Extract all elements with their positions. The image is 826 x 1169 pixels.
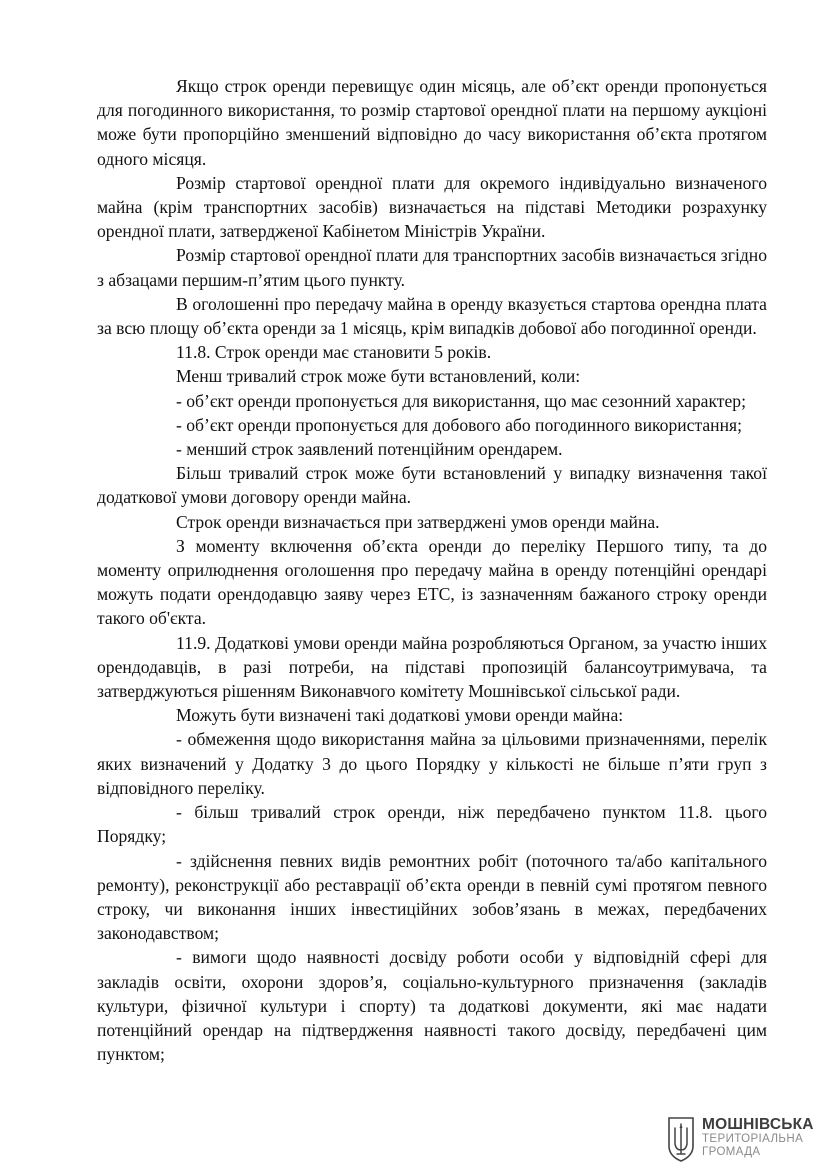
document-body [97,74,767,1066]
logo-subtitle-2: ГРОМАДА [702,1146,761,1158]
community-logo [666,1114,816,1164]
list-item: - менший строк заявлений потенційним орендарем. [176,439,563,460]
list-item: - вимоги щодо наявності досвіду роботи особи у відповідній сфері для закладів освіти, охорони здоров’я, соціально-культурного призначення (закладів культури, фізичної культури і спорту) та додаткові документи, які має надати потенційний орендар на підтвердження наявності такого досвіду, передбачені цим пунктом; [97,947,767,1065]
paragraph: З моменту включення об’єкта оренди до переліку Першого типу, та до моменту оприлюднення оголошення про передачу майна в оренду потенційні орендарі можуть подати орендодавцю заяву через ЕТС, із зазначенням бажаного строку оренди такого об'єкта. [97,535,767,629]
paragraph: Можуть бути визначені такі додаткові умови оренди майна: [176,705,624,726]
paragraph: Менш тривалий строк може бути встановлений, коли: [176,366,581,387]
paragraph: Більш тривалий строк може бути встановлений у випадку визначення такої додаткової умови договору оренди майна. [97,463,767,508]
paragraph: Якщо строк оренди перевищує один місяць, але об’єкт оренди пропонується для погодинного використання, то розмір стартової орендної плати на першому аукціоні може бути пропорційно зменшений відповідно до часу використання об’єкта протягом одного місяця. [97,76,767,169]
list-item: - більш тривалий строк оренди, ніж передбачено пунктом 11.8. цього Порядку; [97,802,767,847]
paragraph: Розмір стартової орендної плати для окремого індивідуально визначеного майна (крім транспортних засобів) визначається на підставі Методики розрахунку орендної плати, затвердженої Кабінетом Міністрів України. [97,172,767,242]
list-item: - об’єкт оренди пропонується для добового або погодинного використання; [176,414,742,435]
section-11-9-paragraph: 11.9. Додаткові умови оренди майна розробляються Органом, за участю інших орендодавців, в разі потреби, на підставі пропозицій балансоутримувача, та затверджуються рішенням Виконавчого комітету Мошнівської сільської ради. [97,632,767,702]
section-11-8-heading: 11.8. Строк оренди має становити 5 років. [176,342,492,363]
logo-name: МОШНІВСЬКА [702,1116,814,1133]
paragraph: Розмір стартової орендної плати для транспортних засобів визначається згідно з абзацами першим-п’ятим цього пункту. [97,245,767,290]
trident-emblem-icon [666,1116,696,1162]
paragraph: В оголошенні про передачу майна в оренду вказується стартова орендна плата за всю площу об’єкта оренди за 1 місяць, крім випадків добової або погодинної оренди. [97,293,767,339]
paragraph: Строк оренди визначається при затверджені умов оренди майна. [176,511,660,532]
list-item: - здійснення певних видів ремонтних робіт (поточного та/або капітального ремонту), реконструкції або реставрації об’єкта оренди в певній сумі протягом певного строку, чи виконання інших інвестиційних зобов’язань в межах, передбачених законодавством; [97,850,767,944]
logo-subtitle-1: ТЕРИТОРІАЛЬНА [702,1133,804,1145]
list-item: - об’єкт оренди пропонується для використання, що має сезонний характер; [176,390,746,411]
list-item: - обмеження щодо використання майна за цільовими призначеннями, перелік яких визначений у Додатку 3 до цього Порядку у кількості не більше п’яти груп з відповідного переліку. [97,729,767,798]
